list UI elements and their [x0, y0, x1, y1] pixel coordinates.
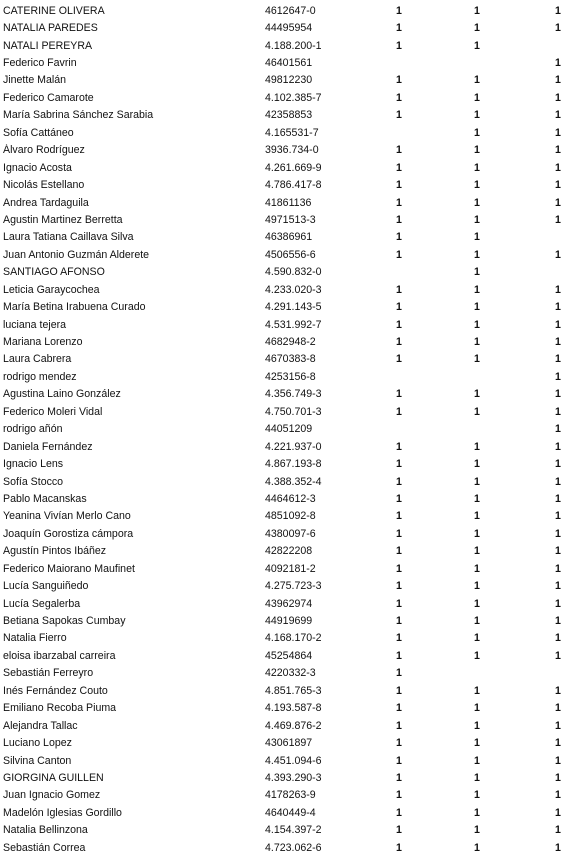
id-cell: 4380097-6 [265, 527, 316, 540]
name-cell: Sofía Stocco [3, 475, 64, 488]
id-cell: 4612647-0 [265, 4, 316, 17]
table-row [0, 595, 580, 612]
id-cell: 41861136 [265, 196, 312, 209]
mark-cell-1: 1 [396, 597, 402, 610]
mark-cell-1: 1 [396, 771, 402, 784]
mark-cell-3: 1 [555, 126, 561, 139]
name-cell: Agustin Martinez Berretta [3, 213, 123, 226]
name-cell: Leticia Garaycochea [3, 283, 100, 296]
table-row [0, 647, 580, 664]
table-row [0, 211, 580, 228]
mark-cell-3: 1 [555, 771, 561, 784]
id-cell: 4971513-3 [265, 213, 316, 226]
name-cell: Federico Maiorano Maufinet [3, 562, 135, 575]
id-cell: 46386961 [265, 231, 313, 244]
mark-cell-1: 1 [396, 475, 402, 488]
id-cell: 4092181-2 [265, 562, 316, 575]
mark-cell-2: 1 [474, 161, 480, 174]
name-cell: luciana tejera [3, 318, 67, 331]
table-row [0, 734, 580, 751]
name-cell: Silvina Canton [3, 754, 72, 767]
mark-cell-3: 1 [555, 248, 561, 261]
name-cell: Lucía Segalerba [3, 597, 81, 610]
mark-cell-2: 1 [474, 109, 480, 122]
table-row [0, 700, 580, 717]
table-row [0, 176, 580, 193]
name-cell: NATALI PEREYRA [3, 39, 93, 52]
mark-cell-2: 1 [474, 231, 480, 244]
mark-cell-3: 1 [555, 754, 561, 767]
name-cell: Lucía Sanguiñedo [3, 580, 89, 593]
name-cell: rodrigo añón [3, 423, 63, 436]
id-cell: 4.193.587-8 [265, 702, 322, 715]
id-cell: 4.867.193-8 [265, 458, 322, 471]
mark-cell-3: 1 [555, 353, 561, 366]
mark-cell-1: 1 [396, 318, 402, 331]
mark-cell-3: 1 [555, 510, 561, 523]
table-row [0, 769, 580, 786]
mark-cell-1: 1 [396, 74, 402, 87]
mark-cell-3: 1 [555, 283, 561, 296]
id-cell: 4.168.170-2 [265, 632, 322, 645]
table-row [0, 142, 580, 159]
mark-cell-1: 1 [396, 684, 402, 697]
mark-cell-2: 1 [474, 510, 480, 523]
mark-cell-3: 1 [555, 370, 561, 383]
id-cell: 4.388.352-4 [265, 475, 322, 488]
id-cell: 44051209 [265, 423, 313, 436]
mark-cell-3: 1 [555, 22, 561, 35]
table-row [0, 316, 580, 333]
name-cell: Álvaro Rodríguez [3, 144, 85, 157]
id-cell: 4253156-8 [265, 370, 316, 383]
mark-cell-2: 1 [474, 492, 480, 505]
mark-cell-3: 1 [555, 597, 561, 610]
mark-cell-3: 1 [555, 458, 561, 471]
name-cell: Ignacio Acosta [3, 161, 72, 174]
mark-cell-3: 1 [555, 632, 561, 645]
mark-cell-2: 1 [474, 283, 480, 296]
mark-cell-1: 1 [396, 196, 402, 209]
mark-cell-3: 1 [555, 806, 561, 819]
mark-cell-3: 1 [555, 580, 561, 593]
id-cell: 4.154.397-2 [265, 824, 322, 837]
mark-cell-3: 1 [555, 527, 561, 540]
mark-cell-1: 1 [396, 754, 402, 767]
name-cell: Emiliano Recoba Piuma [3, 702, 117, 715]
mark-cell-3: 1 [555, 213, 561, 226]
table-row [0, 560, 580, 577]
table-row [0, 665, 580, 682]
name-cell: Laura Tatiana Caillava Silva [3, 231, 134, 244]
id-cell: 4.275.723-3 [265, 580, 322, 593]
table-row [0, 421, 580, 438]
id-cell: 4.393.290-3 [265, 771, 322, 784]
id-cell: 42822208 [265, 545, 313, 558]
mark-cell-1: 1 [396, 632, 402, 645]
mark-cell-2: 1 [474, 771, 480, 784]
mark-cell-1: 1 [396, 615, 402, 628]
table-row [0, 281, 580, 298]
mark-cell-1: 1 [396, 702, 402, 715]
mark-cell-3: 1 [555, 737, 561, 750]
mark-cell-3: 1 [555, 440, 561, 453]
mark-cell-1: 1 [396, 161, 402, 174]
table-row [0, 630, 580, 647]
table-row [0, 473, 580, 490]
name-cell: Federico Favrin [3, 57, 77, 70]
mark-cell-1: 1 [396, 667, 402, 680]
name-cell: Sebastián Correa [3, 841, 86, 854]
mark-cell-2: 1 [474, 266, 480, 279]
mark-cell-3: 1 [555, 301, 561, 314]
mark-cell-2: 1 [474, 458, 480, 471]
mark-cell-2: 1 [474, 353, 480, 366]
mark-cell-3: 1 [555, 423, 561, 436]
mark-cell-2: 1 [474, 702, 480, 715]
mark-cell-1: 1 [396, 824, 402, 837]
id-cell: 4506556-6 [265, 248, 316, 261]
mark-cell-3: 1 [555, 841, 561, 854]
mark-cell-2: 1 [474, 597, 480, 610]
name-cell: Alejandra Tallac [3, 719, 78, 732]
mark-cell-1: 1 [396, 562, 402, 575]
mark-cell-1: 1 [396, 336, 402, 349]
mark-cell-1: 1 [396, 179, 402, 192]
name-cell: Sebastián Ferreyro [3, 667, 94, 680]
id-cell: 4220332-3 [265, 667, 316, 680]
id-cell: 49812230 [265, 74, 313, 87]
name-cell: Natalia Fierro [3, 632, 67, 645]
mark-cell-2: 1 [474, 562, 480, 575]
table-row [0, 403, 580, 420]
mark-cell-1: 1 [396, 388, 402, 401]
id-cell: 42358853 [265, 109, 313, 122]
name-cell: Andrea Tardaguila [3, 196, 89, 209]
mark-cell-3: 1 [555, 144, 561, 157]
mark-cell-2: 1 [474, 388, 480, 401]
mark-cell-2: 1 [474, 580, 480, 593]
table-row [0, 438, 580, 455]
mark-cell-2: 1 [474, 527, 480, 540]
name-cell: Agustín Pintos Ibáñez [3, 545, 107, 558]
mark-cell-2: 1 [474, 754, 480, 767]
name-cell: Betiana Sapokas Cumbay [3, 615, 126, 628]
table-row [0, 246, 580, 263]
mark-cell-2: 1 [474, 144, 480, 157]
mark-cell-1: 1 [396, 789, 402, 802]
id-cell: 44495954 [265, 22, 313, 35]
mark-cell-3: 1 [555, 91, 561, 104]
id-cell: 44919699 [265, 615, 313, 628]
id-cell: 4.451.094-6 [265, 754, 322, 767]
id-cell: 4.165531-7 [265, 126, 319, 139]
mark-cell-2: 1 [474, 91, 480, 104]
mark-cell-2: 1 [474, 22, 480, 35]
table-row [0, 490, 580, 507]
mark-cell-1: 1 [396, 4, 402, 17]
mark-cell-1: 1 [396, 440, 402, 453]
name-cell: Daniela Fernández [3, 440, 93, 453]
id-cell: 4.356.749-3 [265, 388, 322, 401]
mark-cell-3: 1 [555, 161, 561, 174]
name-cell: Natalia Bellinzona [3, 824, 88, 837]
table-row [0, 368, 580, 385]
mark-cell-3: 1 [555, 109, 561, 122]
table-row [0, 298, 580, 315]
id-cell: 4682948-2 [265, 336, 316, 349]
id-cell: 43962974 [265, 597, 313, 610]
mark-cell-1: 1 [396, 283, 402, 296]
mark-cell-1: 1 [396, 458, 402, 471]
id-cell: 4.291.143-5 [265, 301, 322, 314]
name-cell: Juan Ignacio Gomez [3, 789, 101, 802]
id-cell: 4.261.669-9 [265, 161, 322, 174]
name-cell: María Sabrina Sánchez Sarabia [3, 109, 154, 122]
table-row [0, 89, 580, 106]
mark-cell-1: 1 [396, 545, 402, 558]
mark-cell-2: 1 [474, 126, 480, 139]
name-cell: Ignacio Lens [3, 458, 64, 471]
name-cell: rodrigo mendez [3, 370, 77, 383]
id-cell: 4.750.701-3 [265, 405, 322, 418]
id-cell: 4.531.992-7 [265, 318, 322, 331]
mark-cell-2: 1 [474, 649, 480, 662]
mark-cell-3: 1 [555, 4, 561, 17]
table-row [0, 787, 580, 804]
table-row [0, 804, 580, 821]
mark-cell-3: 1 [555, 57, 561, 70]
name-cell: Agustina Laino González [3, 388, 121, 401]
table-row [0, 124, 580, 141]
id-cell: 4.188.200-1 [265, 39, 322, 52]
mark-cell-1: 1 [396, 719, 402, 732]
mark-cell-3: 1 [555, 562, 561, 575]
id-cell: 43061897 [265, 737, 313, 750]
mark-cell-3: 1 [555, 405, 561, 418]
mark-cell-2: 1 [474, 545, 480, 558]
mark-cell-1: 1 [396, 841, 402, 854]
mark-cell-1: 1 [396, 144, 402, 157]
mark-cell-1: 1 [396, 109, 402, 122]
table-row [0, 508, 580, 525]
table-row [0, 72, 580, 89]
id-cell: 4178263-9 [265, 789, 316, 802]
mark-cell-2: 1 [474, 475, 480, 488]
table-row [0, 54, 580, 71]
name-cell: Juan Antonio Guzmán Alderete [3, 248, 150, 261]
table-row [0, 264, 580, 281]
id-cell: 46401561 [265, 57, 313, 70]
id-cell: 4640449-4 [265, 806, 316, 819]
table-row [0, 37, 580, 54]
name-cell: Federico Moleri Vidal [3, 405, 103, 418]
mark-cell-2: 1 [474, 789, 480, 802]
table-row [0, 577, 580, 594]
table-row [0, 194, 580, 211]
mark-cell-3: 1 [555, 789, 561, 802]
mark-cell-1: 1 [396, 527, 402, 540]
mark-cell-1: 1 [396, 405, 402, 418]
mark-cell-3: 1 [555, 492, 561, 505]
mark-cell-3: 1 [555, 74, 561, 87]
mark-cell-2: 1 [474, 632, 480, 645]
mark-cell-3: 1 [555, 684, 561, 697]
mark-cell-1: 1 [396, 248, 402, 261]
table-row [0, 19, 580, 36]
mark-cell-3: 1 [555, 545, 561, 558]
mark-cell-3: 1 [555, 196, 561, 209]
table-row [0, 822, 580, 839]
name-cell: Luciano Lopez [3, 737, 72, 750]
mark-cell-1: 1 [396, 39, 402, 52]
mark-cell-2: 1 [474, 74, 480, 87]
table-row [0, 612, 580, 629]
mark-cell-2: 1 [474, 4, 480, 17]
mark-cell-1: 1 [396, 231, 402, 244]
mark-cell-3: 1 [555, 179, 561, 192]
id-cell: 4.723.062-6 [265, 841, 322, 854]
mark-cell-1: 1 [396, 806, 402, 819]
id-cell: 45254864 [265, 649, 313, 662]
mark-cell-2: 1 [474, 213, 480, 226]
name-cell: Sofía Cattáneo [3, 126, 74, 139]
mark-cell-3: 1 [555, 702, 561, 715]
mark-cell-2: 1 [474, 196, 480, 209]
mark-cell-2: 1 [474, 318, 480, 331]
mark-cell-3: 1 [555, 388, 561, 401]
id-cell: 4851092-8 [265, 510, 316, 523]
mark-cell-1: 1 [396, 649, 402, 662]
mark-cell-2: 1 [474, 615, 480, 628]
id-cell: 4.590.832-0 [265, 266, 322, 279]
mark-cell-2: 1 [474, 248, 480, 261]
name-cell: NATALIA PAREDES [3, 22, 98, 35]
table-row [0, 107, 580, 124]
id-cell: 4.102.385-7 [265, 91, 322, 104]
table-row [0, 351, 580, 368]
name-cell: María Betina Irabuena Curado [3, 301, 146, 314]
table-row [0, 682, 580, 699]
name-cell: Jinette Malán [3, 74, 67, 87]
mark-cell-2: 1 [474, 336, 480, 349]
mark-cell-1: 1 [396, 91, 402, 104]
id-cell: 4.851.765-3 [265, 684, 322, 697]
name-cell: Joaquín Gorostiza cámpora [3, 527, 134, 540]
id-cell: 4.469.876-2 [265, 719, 322, 732]
table-row [0, 455, 580, 472]
mark-cell-1: 1 [396, 737, 402, 750]
table-row [0, 543, 580, 560]
name-cell: Federico Camarote [3, 91, 94, 104]
name-cell: Laura Cabrera [3, 353, 72, 366]
id-cell: 4.786.417-8 [265, 179, 322, 192]
id-cell: 4.221.937-0 [265, 440, 322, 453]
table-row [0, 159, 580, 176]
name-cell: Nicolás Estellano [3, 179, 85, 192]
table-row [0, 2, 580, 19]
mark-cell-2: 1 [474, 405, 480, 418]
mark-cell-2: 1 [474, 301, 480, 314]
name-cell: Yeanina Vivían Merlo Cano [3, 510, 131, 523]
table-row [0, 229, 580, 246]
id-cell: 3936.734-0 [265, 144, 319, 157]
name-cell: GIORGINA GUILLEN [3, 771, 104, 784]
mark-cell-2: 1 [474, 737, 480, 750]
mark-cell-3: 1 [555, 719, 561, 732]
mark-cell-1: 1 [396, 353, 402, 366]
id-cell: 4464612-3 [265, 492, 316, 505]
table-row [0, 386, 580, 403]
mark-cell-3: 1 [555, 318, 561, 331]
name-cell: CATERINE OLIVERA [3, 4, 105, 17]
name-cell: Pablo Macanskas [3, 492, 87, 505]
table-row [0, 839, 580, 856]
table-row [0, 333, 580, 350]
table-row [0, 525, 580, 542]
mark-cell-2: 1 [474, 179, 480, 192]
mark-cell-3: 1 [555, 615, 561, 628]
mark-cell-2: 1 [474, 806, 480, 819]
id-cell: 4670383-8 [265, 353, 316, 366]
mark-cell-2: 1 [474, 824, 480, 837]
mark-cell-3: 1 [555, 336, 561, 349]
mark-cell-2: 1 [474, 440, 480, 453]
name-cell: Madelón Iglesias Gordillo [3, 806, 122, 819]
table-row [0, 717, 580, 734]
mark-cell-1: 1 [396, 213, 402, 226]
mark-cell-2: 1 [474, 841, 480, 854]
name-cell: SANTIAGO AFONSO [3, 266, 105, 279]
mark-cell-3: 1 [555, 824, 561, 837]
name-cell: Mariana Lorenzo [3, 336, 83, 349]
mark-cell-1: 1 [396, 301, 402, 314]
id-cell: 4.233.020-3 [265, 283, 322, 296]
mark-cell-1: 1 [396, 22, 402, 35]
table-row [0, 752, 580, 769]
mark-cell-2: 1 [474, 684, 480, 697]
mark-cell-2: 1 [474, 39, 480, 52]
mark-cell-3: 1 [555, 475, 561, 488]
name-cell: Inés Fernández Couto [3, 684, 108, 697]
name-cell: eloisa ibarzabal carreira [3, 649, 116, 662]
mark-cell-1: 1 [396, 492, 402, 505]
mark-cell-1: 1 [396, 510, 402, 523]
mark-cell-2: 1 [474, 719, 480, 732]
mark-cell-1: 1 [396, 580, 402, 593]
mark-cell-3: 1 [555, 649, 561, 662]
